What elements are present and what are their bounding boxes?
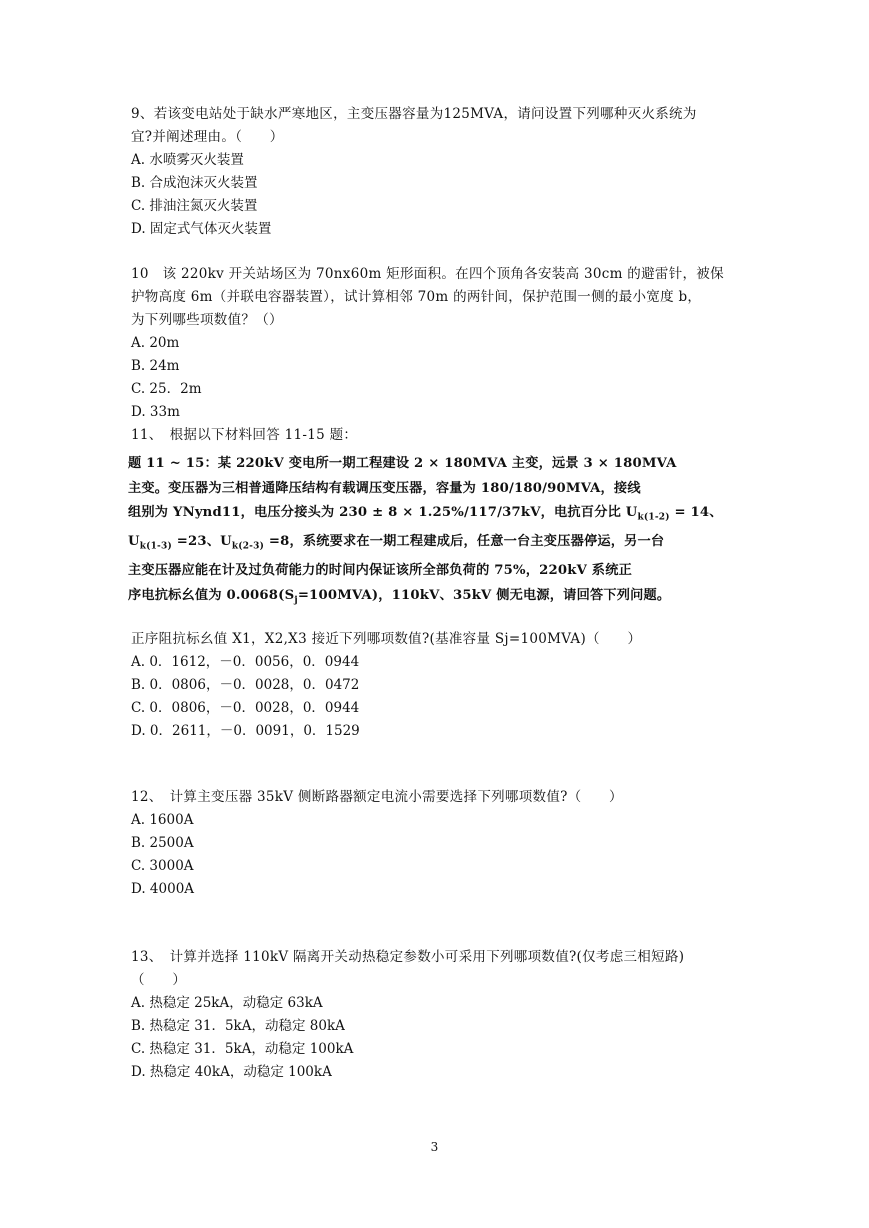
option-c: C. 25．2m [131, 381, 202, 397]
option-c: C. 热稳定 31．5kA，动稳定 100kA [131, 1041, 354, 1057]
option-d: D. 4000A [131, 881, 195, 897]
question-stem: 护物高度 6m（并联电容器装置），试计算相邻 70m 的两针间，保护范围一侧的最小宽度 b， [131, 289, 702, 305]
question-stem: 12、 计算主变压器 35kV 侧断路器额定电流小需要选择下列哪项数值?（ ） [131, 789, 623, 805]
option-b: B. 24m [131, 358, 180, 374]
question-stem: 为下列哪些项数值？（） [131, 312, 283, 328]
question-stem: （ ） [131, 972, 187, 988]
question-12 [131, 786, 741, 901]
question-9 [131, 103, 741, 241]
material-line: 题 11 ~ 15：某 220kV 变电所一期工程建设 2 × 180MVA 主变，远景 3 × 180MVA [128, 456, 677, 471]
option-b: B. 合成泡沫灭火装置 [131, 175, 258, 191]
material-line: 组别为 YNynd11，电压分接头为 230 ± 8 × 1.25%/117/37kV，电抗百分比 $U_{k(1-2)} = 14$、 [128, 505, 723, 523]
option-a: A. 水喷雾灭火装置 [131, 152, 244, 168]
material-line: $U_{k(1-3)} =23$、$U_{k(2-3)} =8$，系统要求在一期工程建成后，任意一台主变压器停运，另一台 [128, 534, 665, 552]
question-stem: 10 该 220kv 开关站场区为 70nx60m 矩形面积。在四个顶角各安装高 30cm 的避雷针，被保 [131, 266, 724, 282]
option-c: C. 排油注氮灭火装置 [131, 198, 258, 214]
option-a: A. 0．1612，－0．0056，0．0944 [131, 654, 360, 670]
material-intro: 11、 根据以下材料回答 11-15 题： [131, 427, 358, 443]
page-number: 3 [430, 1140, 439, 1154]
question-10 [131, 263, 741, 424]
option-a: A. 20m [131, 335, 180, 351]
question-stem: 正序阻抗标幺值 X1，X2,X3 接近下列哪项数值?(基准容量 Sj=100MVA)（ ） [131, 631, 642, 647]
option-c: C. 3000A [131, 858, 194, 874]
material-line: 主变压器应能在计及过负荷能力的时间内保证该所全部负荷的 75%，220kV 系统正 [128, 563, 632, 579]
option-d: D. 固定式气体灭火装置 [131, 221, 272, 237]
option-b: B. 0．0806，－0．0028，0．0472 [131, 677, 360, 693]
option-b: B. 热稳定 31．5kA，动稳定 80kA [131, 1018, 345, 1034]
option-d: D. 0．2611，－0．0091，0．1529 [131, 723, 360, 739]
question-11 [131, 628, 741, 743]
question-stem: 13、 计算并选择 110kV 隔离开关动热稳定参数小可采用下列哪项数值?(仅考虑三相短路) [131, 949, 685, 965]
option-d: D. 热稳定 40kA，动稳定 100kA [131, 1064, 332, 1080]
material-line: 序电抗标幺值为 $0.0068(S_j=100MVA)$，110kV、35kV 侧无电源，请回答下列问题。 [128, 587, 671, 606]
material-scan-image [128, 452, 730, 606]
question-13 [131, 946, 741, 1084]
material-line: 主变。变压器为三相普通降压结构有载调压变压器，容量为 180/180/90MVA，接线 [128, 480, 641, 496]
question-stem: 9、若该变电站处于缺水严寒地区，主变压器容量为125MVA，请问设置下列哪种灭火系统为 [131, 106, 697, 122]
option-a: A. 1600A [131, 812, 194, 828]
question-11-intro [131, 424, 741, 447]
option-b: B. 2500A [131, 835, 194, 851]
question-stem: 宜?并阐述理由。（ ） [131, 129, 284, 145]
option-d: D. 33m [131, 404, 180, 420]
option-c: C. 0．0806，－0．0028，0．0944 [131, 700, 360, 716]
option-a: A. 热稳定 25kA，动稳定 63kA [131, 995, 323, 1011]
